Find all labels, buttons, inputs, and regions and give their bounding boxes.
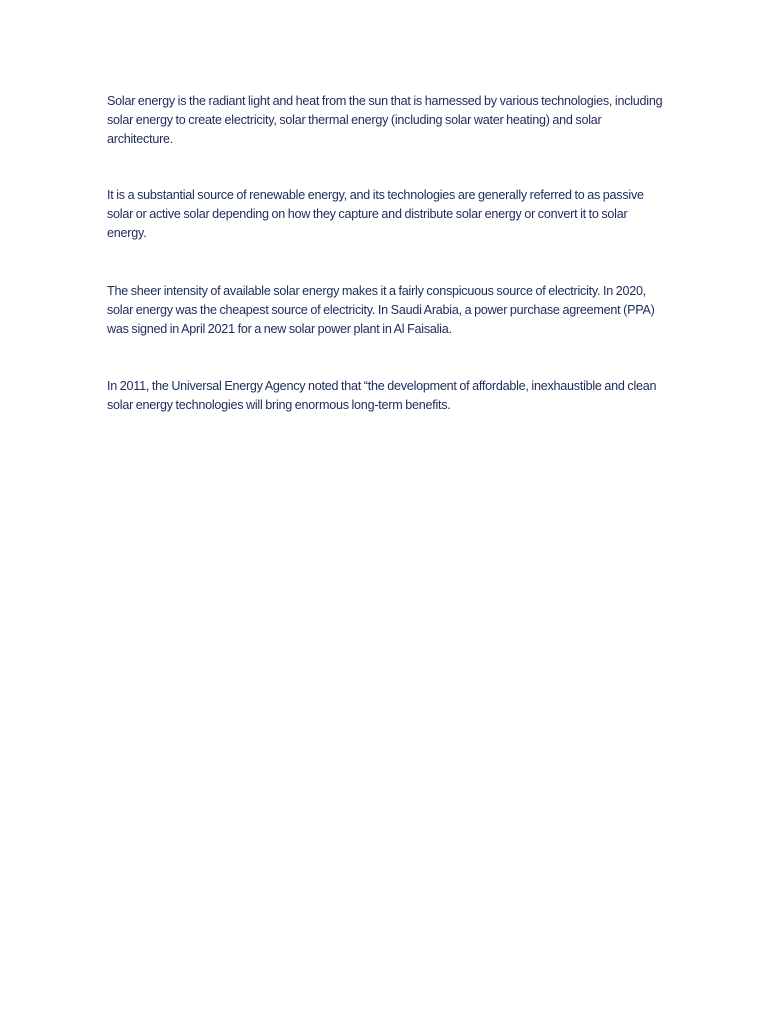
- paragraph-solar-intensity: The sheer intensity of available solar energy makes it a fairly conspicuous source of electricity. In 2020, solar energy was the cheapest source of electricity. In Saudi Arabia, a power purchase agreement (PPA) was signed in April 2021 for a new solar power plant in Al Faisalia.: [107, 284, 655, 336]
- paragraph-energy-agency-quote: In 2011, the Universal Energy Agency noted that “the development of affordable, inexhaustible and clean solar energy technologies will bring enormous long-term benefits.: [107, 379, 657, 412]
- paragraph-renewable-source: It is a substantial source of renewable energy, and its technologies are generally referred to as passive solar or active solar depending on how they capture and distribute solar energy or convert it to solar energy.: [107, 188, 644, 240]
- paragraph-solar-definition: Solar energy is the radiant light and heat from the sun that is harnessed by various technologies, including solar energy to create electricity, solar thermal energy (including solar water heating) and solar architecture.: [107, 94, 663, 146]
